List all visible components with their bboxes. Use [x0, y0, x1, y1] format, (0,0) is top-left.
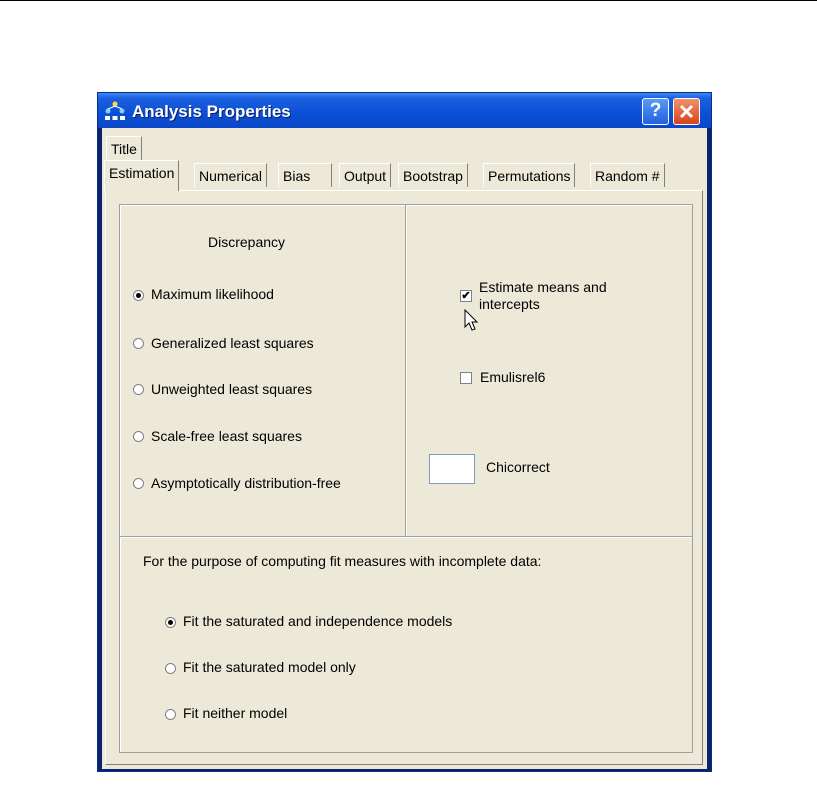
close-icon [677, 102, 696, 121]
window-title: Analysis Properties [132, 102, 291, 121]
tab-numerical[interactable]: Numerical [194, 163, 267, 187]
chicorrect-input[interactable] [429, 454, 475, 484]
radio-label[interactable]: Unweighted least squares [151, 381, 313, 397]
options-group [405, 204, 693, 538]
emulisrel6-checkbox[interactable] [460, 372, 472, 384]
radio-label[interactable]: Maximum likelihood [151, 286, 274, 302]
tab-title[interactable]: Title [106, 136, 142, 160]
radio-fit-saturated-and-independence[interactable] [165, 617, 176, 628]
estimate-means-label[interactable] [479, 279, 607, 313]
tab-estimation[interactable]: Estimation [104, 160, 179, 191]
help-button[interactable]: ? [642, 98, 669, 125]
estimate-means-label-line1: Estimate means and [479, 279, 607, 295]
fit-measures-group [119, 536, 693, 753]
dialog-body [102, 128, 707, 769]
tab-bootstrap[interactable]: Bootstrap [398, 163, 468, 187]
radio-fit-saturated-only[interactable] [165, 663, 176, 674]
path-diagram-icon [104, 101, 126, 121]
radio-generalized-least-squares[interactable] [133, 338, 144, 349]
discrepancy-group [119, 204, 406, 538]
radio-label[interactable]: Asymptotically distribution-free [151, 475, 341, 491]
tab-random[interactable]: Random # [590, 163, 665, 187]
title-bar[interactable] [98, 93, 711, 128]
chicorrect-label: Chicorrect [486, 459, 550, 475]
radio-label[interactable]: Fit neither model [183, 705, 288, 721]
radio-label[interactable]: Fit the saturated model only [183, 659, 356, 675]
estimate-means-checkbox[interactable]: ✔ [461, 290, 471, 302]
tab-output[interactable]: Output [339, 163, 391, 187]
radio-scale-free-least-squares[interactable] [133, 431, 144, 442]
radio-fit-neither[interactable] [165, 709, 176, 720]
page-top-rule [0, 0, 817, 1]
close-button[interactable] [673, 98, 700, 125]
estimation-panel [105, 190, 703, 765]
radio-asymptotically-distribution-free[interactable] [133, 478, 144, 489]
mouse-pointer-icon [464, 309, 480, 333]
emulisrel6-label[interactable]: Emulisrel6 [480, 369, 546, 385]
radio-unweighted-least-squares[interactable] [133, 384, 144, 395]
analysis-properties-window [97, 92, 712, 772]
tab-permutations[interactable]: Permutations [483, 163, 575, 187]
discrepancy-heading: Discrepancy [208, 234, 286, 250]
radio-label[interactable]: Scale-free least squares [151, 428, 302, 444]
radio-maximum-likelihood[interactable] [133, 290, 144, 301]
fit-measures-heading: For the purpose of computing fit measures with incomplete data: [143, 553, 542, 569]
radio-label[interactable]: Fit the saturated and independence models [183, 613, 453, 629]
radio-label[interactable]: Generalized least squares [151, 335, 314, 351]
tab-bias[interactable]: Bias [278, 163, 332, 187]
estimate-means-label-line2: intercepts [479, 296, 540, 312]
